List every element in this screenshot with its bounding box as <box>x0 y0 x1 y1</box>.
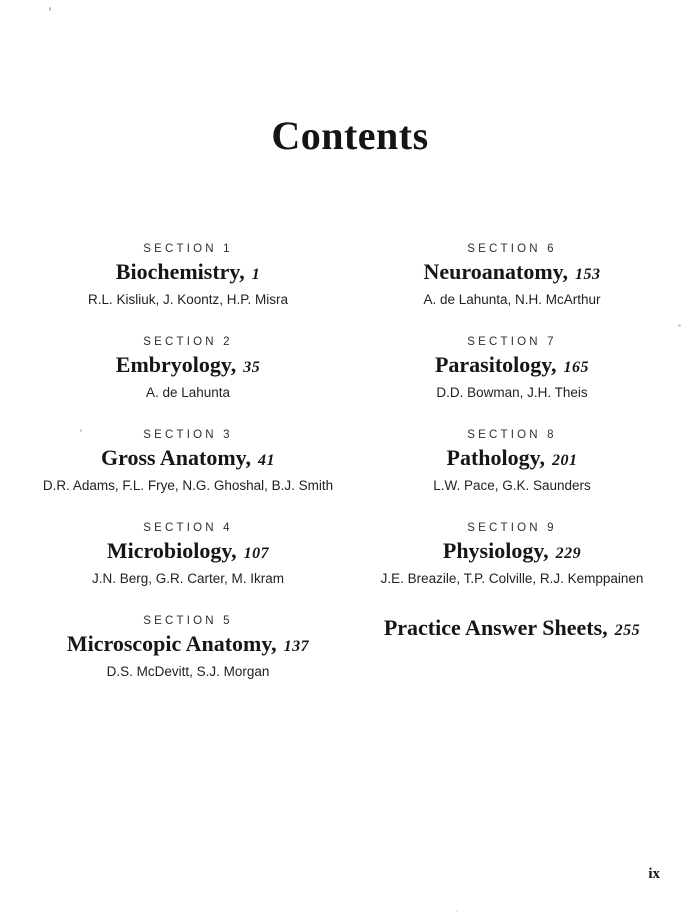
section-title: Biochemistry, <box>115 259 245 284</box>
section-label: SECTION 1 <box>143 243 233 255</box>
toc-entry-gross-anatomy <box>26 427 350 495</box>
section-page-number: 35 <box>243 359 261 376</box>
section-title-line <box>26 257 350 290</box>
section-title: Physiology, <box>442 538 549 563</box>
scan-speck <box>456 910 458 912</box>
section-authors: L.W. Pace, G.K. Saunders <box>433 478 591 493</box>
section-authors: J.N. Berg, G.R. Carter, M. Ikram <box>91 571 285 586</box>
section-label: SECTION 6 <box>467 243 557 255</box>
section-title-line <box>350 257 674 290</box>
section-page-number: 137 <box>283 638 310 655</box>
section-title-line <box>26 629 350 662</box>
scan-speck <box>80 429 82 432</box>
section-page-number: 229 <box>555 545 582 562</box>
section-title-line <box>26 350 350 383</box>
section-page-number: 201 <box>551 452 578 469</box>
section-label: SECTION 7 <box>467 336 557 348</box>
section-title: Pathology, <box>446 445 545 470</box>
section-page-number: 107 <box>243 545 270 562</box>
toc-entry-parasitology <box>350 334 674 402</box>
section-authors: J.E. Breazile, T.P. Colville, R.J. Kemppainen <box>380 571 644 586</box>
toc-entry-microbiology <box>26 520 350 588</box>
section-authors: D.R. Adams, F.L. Frye, N.G. Ghoshal, B.J. Smith <box>42 478 334 493</box>
section-title-line <box>350 536 674 569</box>
section-title: Microbiology, <box>106 538 237 563</box>
section-label: SECTION 8 <box>467 429 557 441</box>
section-title: Gross Anatomy, <box>101 445 251 470</box>
toc-entry-microscopic-anatomy <box>26 613 350 681</box>
section-authors: A. de Lahunta <box>145 385 231 400</box>
page-title: Contents <box>271 113 429 158</box>
section-title-line <box>350 443 674 476</box>
scan-speck <box>678 324 681 327</box>
section-label: SECTION 2 <box>143 336 233 348</box>
section-title: Microscopic Anatomy, <box>66 631 277 656</box>
section-authors: D.D. Bowman, J.H. Theis <box>436 385 588 400</box>
toc-entry-pathology <box>350 427 674 495</box>
section-authors: D.S. McDevitt, S.J. Morgan <box>106 664 270 679</box>
toc-column-left <box>26 241 350 706</box>
section-authors: A. de Lahunta, N.H. McArthur <box>423 292 601 307</box>
section-authors: R.L. Kisliuk, J. Koontz, H.P. Misra <box>87 292 289 307</box>
section-page-number: 41 <box>257 452 275 469</box>
section-title: Neuroanatomy, <box>423 259 568 284</box>
section-title-line <box>26 536 350 569</box>
section-title: Embryology, <box>115 352 237 377</box>
toc-entry-neuroanatomy <box>350 241 674 309</box>
toc-entry-practice-answer-sheets <box>350 613 674 646</box>
section-title-line <box>26 443 350 476</box>
toc-columns <box>0 241 688 706</box>
section-title: Parasitology, <box>434 352 557 377</box>
toc-entry-embryology <box>26 334 350 402</box>
folio-page-number: ix <box>648 866 660 882</box>
section-page-number: 255 <box>614 622 641 639</box>
section-page-number: 153 <box>574 266 601 283</box>
section-page-number: 165 <box>563 359 590 376</box>
section-title-line <box>350 350 674 383</box>
section-label: SECTION 9 <box>467 522 557 534</box>
section-page-number: 1 <box>251 266 261 283</box>
toc-entry-biochemistry <box>26 241 350 309</box>
section-label: SECTION 3 <box>143 429 233 441</box>
section-label: SECTION 5 <box>143 615 233 627</box>
toc-entry-physiology <box>350 520 674 588</box>
section-title: Practice Answer Sheets, <box>383 615 608 640</box>
section-label: SECTION 4 <box>143 522 233 534</box>
scan-speck <box>49 7 51 11</box>
section-title-line <box>350 613 674 646</box>
toc-column-right <box>350 241 674 706</box>
